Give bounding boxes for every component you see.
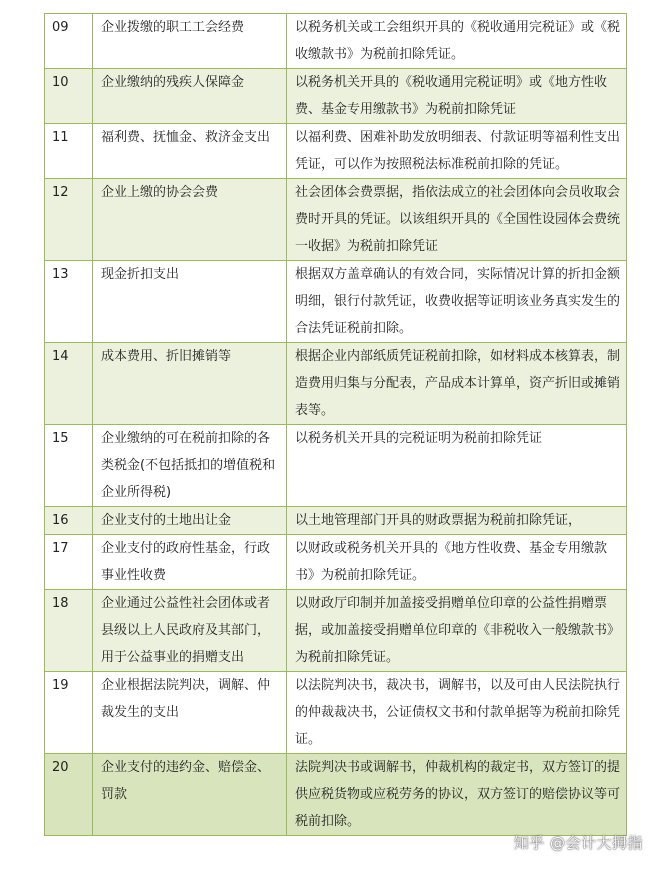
deduction-voucher-table — [44, 13, 627, 836]
deduction-basis: 社会团体会费票据，指依法成立的社会团体向会员收取会费时开具的凭证。以该组织开具的《全国性设园体会费统一收据》为税前扣除凭证 — [287, 179, 627, 261]
row-number: 13 — [45, 261, 93, 343]
row-number: 20 — [45, 754, 93, 836]
row-number: 17 — [45, 535, 93, 590]
table-row — [45, 124, 627, 179]
table-row — [45, 343, 627, 425]
table-row — [45, 261, 627, 343]
table-row — [45, 672, 627, 754]
row-number: 10 — [45, 69, 93, 124]
deduction-basis: 根据企业内部纸质凭证税前扣除，如材料成本核算表，制造费用归集与分配表，产品成本计算单，资产折旧或摊销表等。 — [287, 343, 627, 425]
table-row — [45, 425, 627, 507]
expense-item: 企业上缴的协会会费 — [93, 179, 287, 261]
row-number: 09 — [45, 14, 93, 69]
expense-item: 福利费、抚恤金、救济金支出 — [93, 124, 287, 179]
row-number: 19 — [45, 672, 93, 754]
expense-item: 企业缴纳的残疾人保障金 — [93, 69, 287, 124]
row-number: 11 — [45, 124, 93, 179]
row-number: 12 — [45, 179, 93, 261]
expense-item: 企业支付的政府性基金，行政事业性收费 — [93, 535, 287, 590]
expense-item: 企业支付的土地出让金 — [93, 507, 287, 535]
row-number: 16 — [45, 507, 93, 535]
expense-item: 企业支付的违约金、赔偿金、罚款 — [93, 754, 287, 836]
expense-item: 企业根据法院判决，调解、仲裁发生的支出 — [93, 672, 287, 754]
table-row — [45, 179, 627, 261]
deduction-basis: 以税务机关开具的完税证明为税前扣除凭证 — [287, 425, 627, 507]
row-number: 18 — [45, 590, 93, 672]
expense-item: 企业拨缴的职工工会经费 — [93, 14, 287, 69]
deduction-basis: 法院判决书或调解书，仲裁机构的裁定书，双方签订的提供应税货物或应税劳务的协议，双方签订的赔偿协议等可税前扣除。 — [287, 754, 627, 836]
deduction-basis: 以土地管理部门开具的财政票据为税前扣除凭证， — [287, 507, 627, 535]
table-row — [45, 507, 627, 535]
table-row — [45, 754, 627, 836]
deduction-basis: 以税务机关开具的《税收通用完税证明》或《地方性收费、基金专用缴款书》为税前扣除凭证 — [287, 69, 627, 124]
table-row — [45, 69, 627, 124]
expense-item: 企业通过公益性社会团体或者县级以上人民政府及其部门，用于公益事业的捐赠支出 — [93, 590, 287, 672]
table-row — [45, 14, 627, 69]
deduction-basis: 根据双方盖章确认的有效合同，实际情况计算的折扣金额明细，银行付款凭证，收费收据等证明该业务真实发生的合法凭证税前扣除。 — [287, 261, 627, 343]
deduction-basis: 以财政或税务机关开具的《地方性收费、基金专用缴款书》为税前扣除凭证。 — [287, 535, 627, 590]
deduction-basis: 以财政厅印制并加盖接受捐赠单位印章的公益性捐赠票据，或加盖接受捐赠单位印章的《非税收入一般缴款书》为税前扣除凭证。 — [287, 590, 627, 672]
zhihu-watermark: 知乎 @会计大拇指 — [513, 834, 643, 852]
expense-item: 企业缴纳的可在税前扣除的各类税金(不包括抵扣的增值税和企业所得税) — [93, 425, 287, 507]
expense-item: 成本费用、折旧摊销等 — [93, 343, 287, 425]
table-row — [45, 535, 627, 590]
deduction-basis: 以税务机关或工会组织开具的《税收通用完税证》或《税收缴款书》为税前扣除凭证。 — [287, 14, 627, 69]
row-number: 14 — [45, 343, 93, 425]
expense-item: 现金折扣支出 — [93, 261, 287, 343]
row-number: 15 — [45, 425, 93, 507]
table-row — [45, 590, 627, 672]
deduction-basis: 以法院判决书，裁决书，调解书，以及可由人民法院执行的仲裁裁决书，公证债权文书和付款单据等为税前扣除凭证。 — [287, 672, 627, 754]
deduction-basis: 以福利费、困难补助发放明细表、付款证明等福利性支出凭证，可以作为按照税法标准税前扣除的凭证。 — [287, 124, 627, 179]
